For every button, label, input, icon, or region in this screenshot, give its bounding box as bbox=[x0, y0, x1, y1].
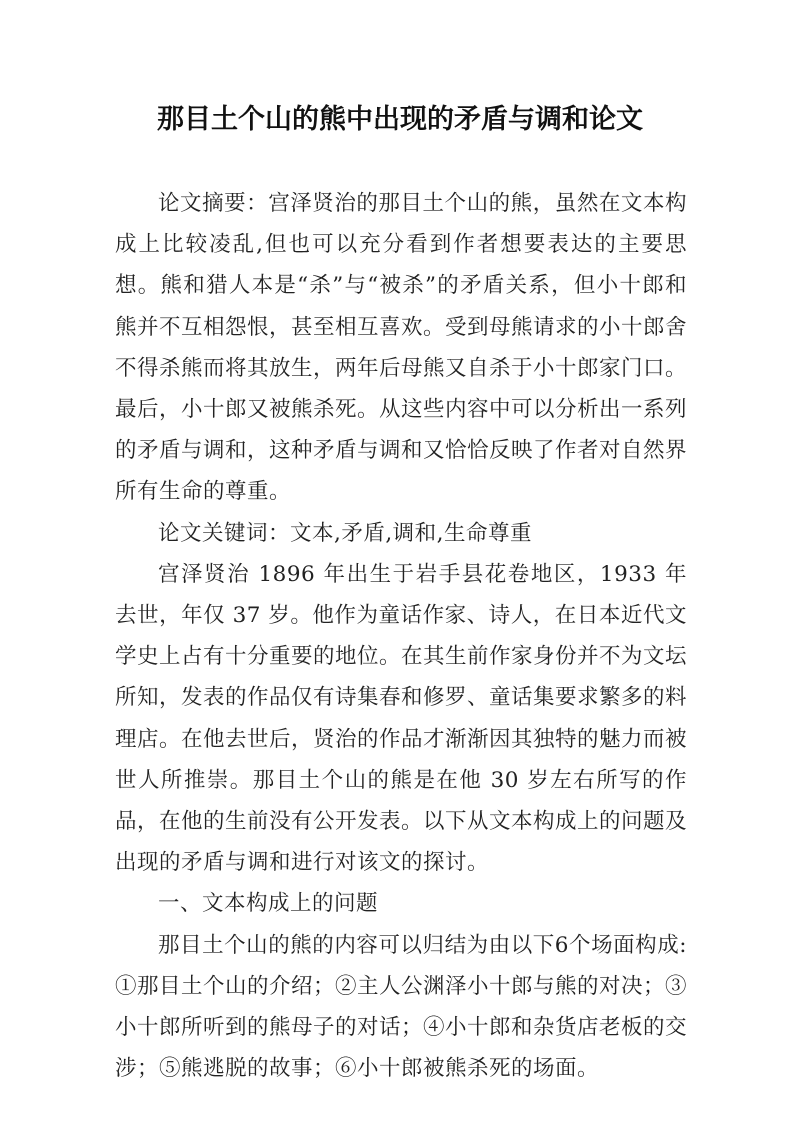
document-title: 那目土个山的熊中出现的矛盾与调和论文 bbox=[157, 104, 643, 135]
intro-paragraph: 宫泽贤治 1896 年出生于岩手县花卷地区，1933 年去世，年仅 37 岁。他作为童话作家、诗人，在日本近代文学史上占有十分重要的地位。在其生前作家身份并不为文坛所知，发表的作品仅有诗集春和修罗、童话集要求繁多的料理店。在他去世后，贤治的作品才渐渐因其独特的魅力而被世人所推崇。那目土个山的熊是在他 30 岁左右所写的作品，在他的生前没有公开发表。以下从文本构成上的问题及出现的矛盾与调和进行对该文的探讨。 bbox=[115, 561, 688, 876]
document-body bbox=[115, 183, 687, 1089]
section-heading: 一、文本构成上的问题 bbox=[158, 891, 379, 917]
keywords-paragraph: 论文关键词：文本,矛盾,调和,生命尊重 bbox=[158, 520, 533, 546]
section-paragraph: 那目土个山的熊的内容可以归结为由以下6个场面构成:①那目土个山的介绍；②主人公渊泽小十郎与熊的对决；③小十郎所听到的熊母子的对话；④小十郎和杂货店老板的交涉；⑤熊逃脱的故事；⑥小十郎被熊杀死的场面。 bbox=[115, 932, 688, 1082]
abstract-paragraph: 论文摘要：宫泽贤治的那目土个山的熊，虽然在文本构成上比较凌乱,但也可以充分看到作者想要表达的主要思想。熊和猎人本是“杀”与“被杀”的矛盾关系，但小十郎和熊并不互相怨恨，甚至相互喜欢。受到母熊请求的小十郎舍不得杀熊而将其放生，两年后母熊又自杀于小十郎家门口。最后，小十郎又被熊杀死。从这些内容中可以分析出一系列的矛盾与调和，这种矛盾与调和又恰恰反映了作者对自然界所有生命的尊重。 bbox=[115, 191, 688, 505]
